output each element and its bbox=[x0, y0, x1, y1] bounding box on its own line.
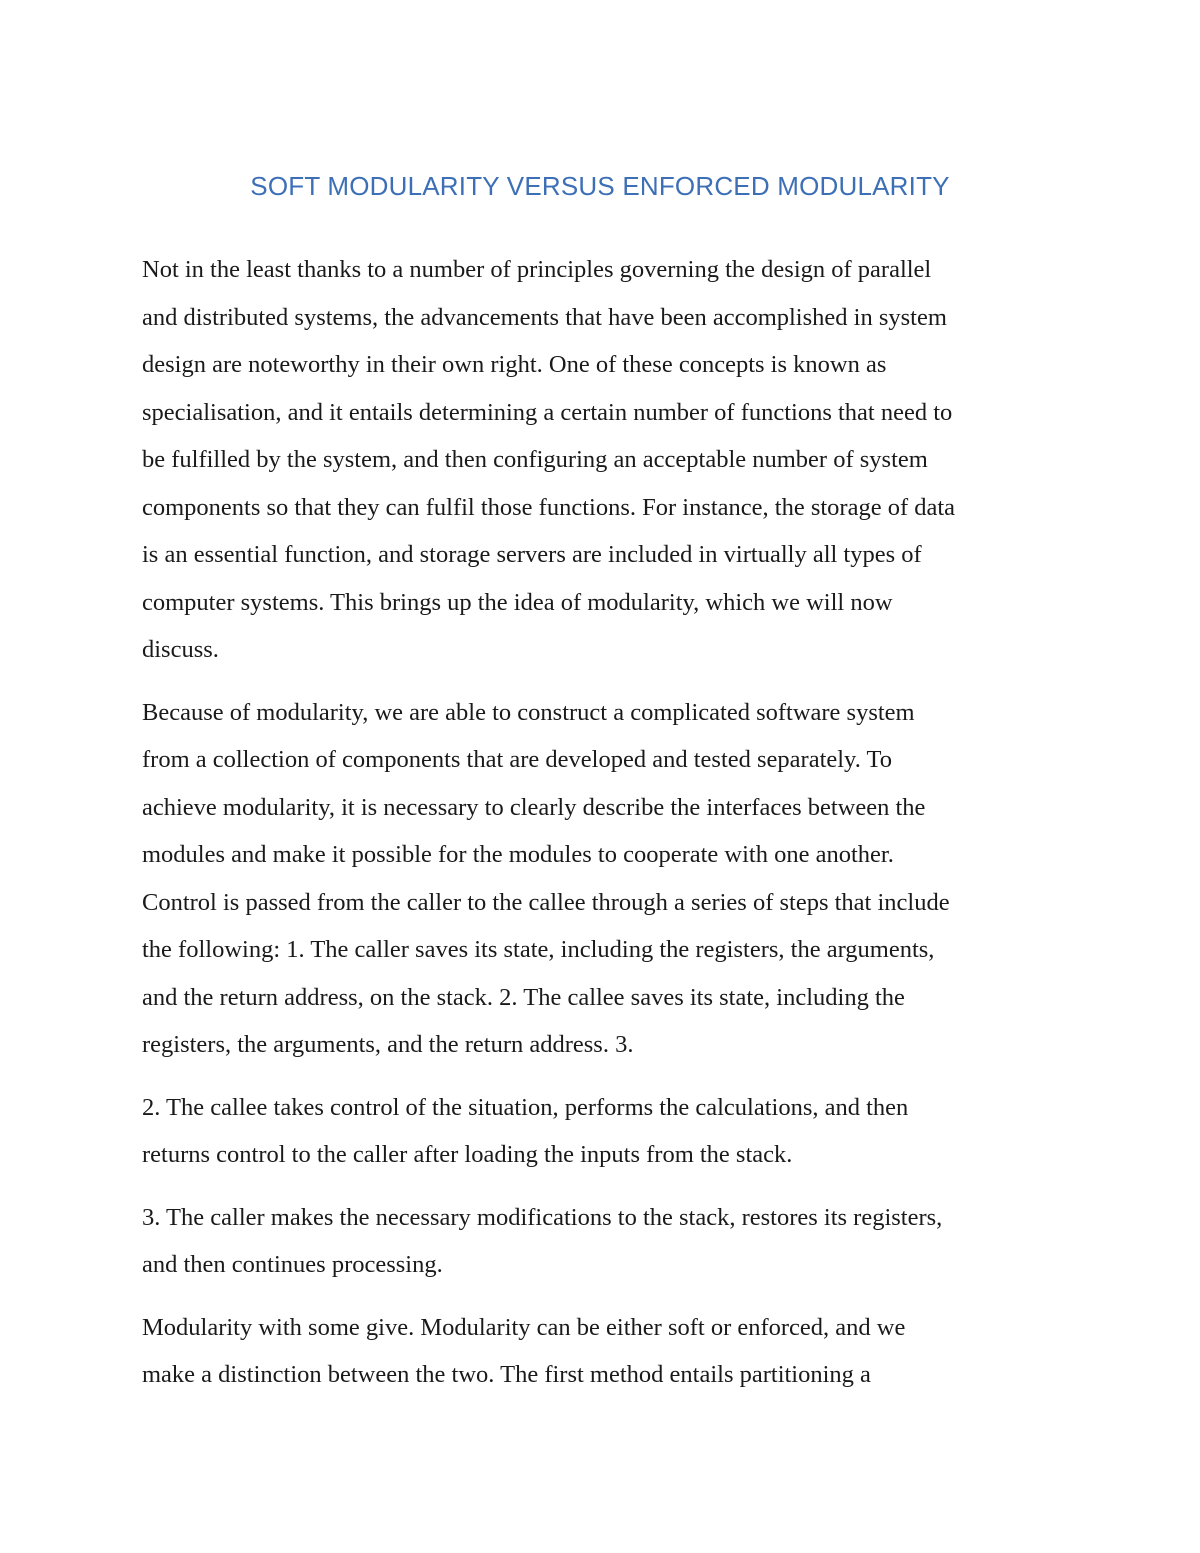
text-line: 3. The caller makes the necessary modifications to the stack, restores its registers, bbox=[142, 1203, 943, 1231]
text-line: Modularity with some give. Modularity can be either soft or enforced, and we bbox=[142, 1313, 906, 1341]
paragraph bbox=[142, 689, 1062, 1069]
paragraph-gap bbox=[142, 1179, 1062, 1194]
paragraph bbox=[142, 1304, 1062, 1399]
text-line: Not in the least thanks to a number of principles governing the design of parallel bbox=[142, 256, 932, 283]
text-line: is an essential function, and storage servers are included in virtually all types of bbox=[142, 541, 922, 568]
paragraph-gap bbox=[142, 674, 1062, 689]
text-line: components so that they can fulfil those functions. For instance, the storage of data bbox=[142, 493, 956, 521]
paragraph bbox=[142, 1084, 1062, 1179]
text-line: returns control to the caller after loading the inputs from the stack. bbox=[142, 1141, 793, 1168]
text-line: and then continues processing. bbox=[142, 1251, 443, 1278]
paragraph-gap bbox=[142, 1069, 1062, 1084]
document-body bbox=[142, 246, 1062, 1399]
text-line: make a distinction between the two. The first method entails partitioning a bbox=[142, 1361, 871, 1388]
text-line: modules and make it possible for the modules to cooperate with one another. bbox=[142, 841, 894, 868]
text-line: Control is passed from the caller to the callee through a series of steps that include bbox=[142, 888, 950, 916]
text-line: discuss. bbox=[142, 636, 219, 663]
text-line: the following: 1. The caller saves its state, including the registers, the arguments, bbox=[142, 936, 935, 963]
text-line: computer systems. This brings up the idea of modularity, which we will now bbox=[142, 588, 893, 616]
text-line: achieve modularity, it is necessary to clearly describe the interfaces between the bbox=[142, 793, 926, 821]
text-line: and distributed systems, the advancements that have been accomplished in system bbox=[142, 303, 947, 331]
text-line: design are noteworthy in their own right. One of these concepts is known as bbox=[142, 351, 887, 378]
paragraph bbox=[142, 1194, 1062, 1289]
text-line: registers, the arguments, and the return address. 3. bbox=[142, 1031, 634, 1058]
document-title: SOFT MODULARITY VERSUS ENFORCED MODULARITY bbox=[250, 171, 950, 201]
paragraph bbox=[142, 246, 1062, 674]
text-line: from a collection of components that are developed and tested separately. To bbox=[142, 746, 893, 773]
text-line: and the return address, on the stack. 2. The callee saves its state, including the bbox=[142, 983, 905, 1011]
text-line: be fulfilled by the system, and then configuring an acceptable number of system bbox=[142, 446, 928, 473]
text-line: 2. The callee takes control of the situation, performs the calculations, and then bbox=[142, 1093, 909, 1121]
text-line: Because of modularity, we are able to construct a complicated software system bbox=[142, 698, 915, 726]
text-line: specialisation, and it entails determining a certain number of functions that need to bbox=[142, 398, 953, 426]
paragraph-gap bbox=[142, 1289, 1062, 1304]
